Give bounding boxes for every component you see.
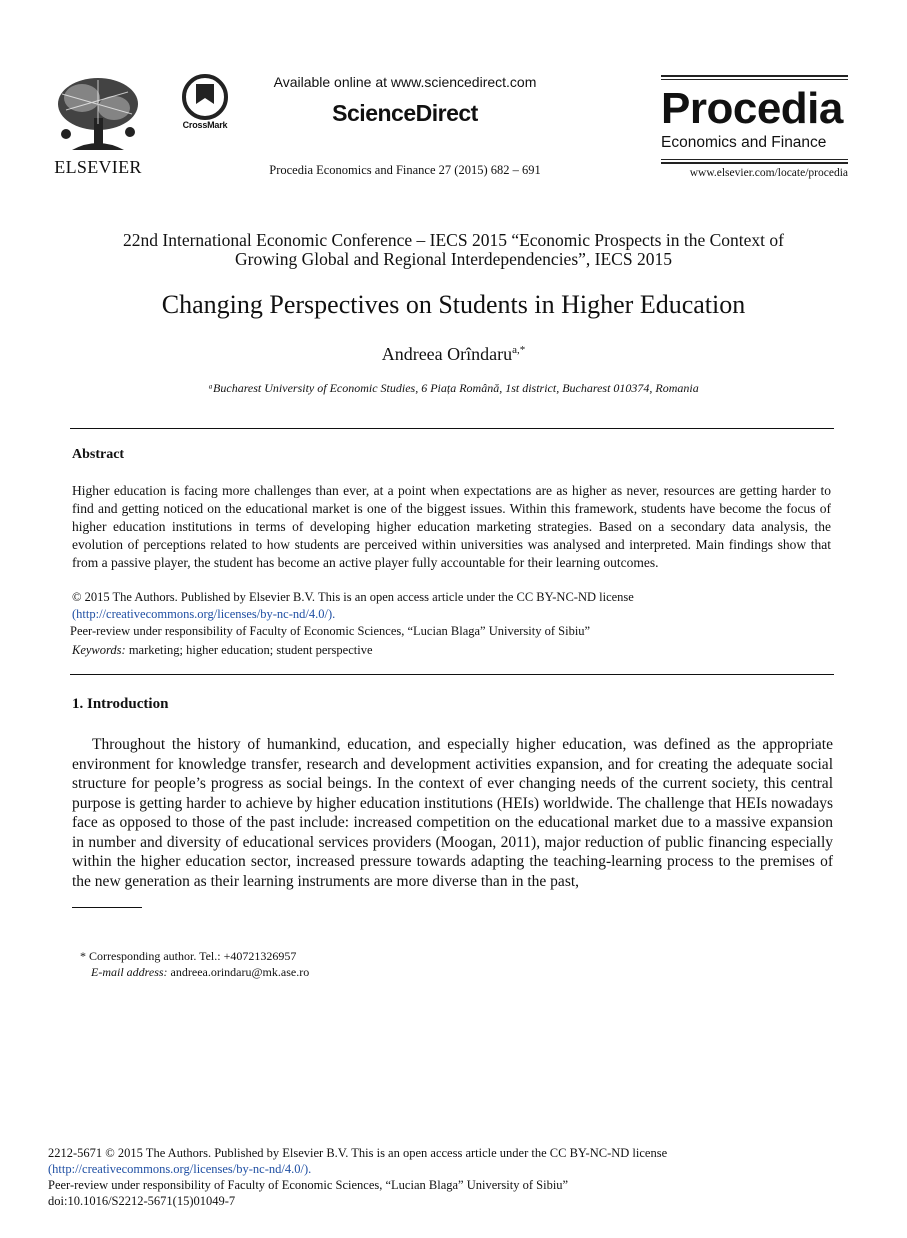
footnote-rule	[72, 907, 142, 908]
peer-review-line: Peer-review under responsibility of Faculty of Economic Sciences, “Lucian Blaga” University of Sibiu”	[70, 624, 591, 638]
email-label: E-mail address:	[91, 965, 168, 979]
footer-license: 2212-5671 © 2015 The Authors. Published by Elsevier B.V. This is an open access article under the CC BY-NC-ND license	[48, 1146, 668, 1160]
author-sup: a,*	[512, 344, 526, 356]
section-heading-introduction: 1. Introduction	[72, 696, 169, 712]
corresponding-author: * Corresponding author. Tel.: +40721326957	[80, 949, 297, 963]
crossmark-badge[interactable]	[174, 74, 236, 130]
footer-doi[interactable]: doi:10.1016/S2212-5671(15)01049-7	[48, 1194, 236, 1208]
procedia-masthead	[661, 75, 848, 179]
keywords-label: Keywords:	[72, 643, 126, 657]
email-address[interactable]: andreea.orindaru@mk.ase.ro	[167, 965, 310, 979]
procedia-subtitle: Economics and Finance	[661, 134, 827, 151]
masthead-rule-top-thin	[661, 79, 848, 80]
procedia-title: Procedia	[661, 84, 843, 133]
copyright-line: © 2015 The Authors. Published by Elsevier B.V. This is an open access article under the CC BY-NC-ND license	[72, 590, 634, 604]
sciencedirect-logo[interactable]: ScienceDirect	[332, 100, 478, 126]
paper-title: Changing Perspectives on Students in Higher Education	[161, 290, 746, 319]
conference-name	[60, 231, 847, 269]
keywords-values: marketing; higher education; student perspective	[125, 643, 373, 657]
abstract-heading: Abstract	[72, 447, 125, 462]
publisher-wordmark: ELSEVIER	[54, 157, 142, 177]
footer-license-link[interactable]: (http://creativecommons.org/licenses/by-nc-nd/4.0/).	[48, 1162, 312, 1176]
crossmark-icon	[182, 74, 228, 120]
author	[60, 344, 847, 365]
elsevier-logo[interactable]	[50, 74, 146, 178]
author-name: Andreea Orîndaru	[381, 344, 513, 364]
keywords-line	[72, 642, 373, 659]
introduction-text: Throughout the history of humankind, education, and especially higher education, was defined as the appropriate environment for knowledge transfer, research and development activities expansion, and for creating the adequate social structure for people’s progress as social beings. In the context of ever changing needs of the current society, this central purpose is getting harder to achieve by higher education institutions (HEIs) worldwide. The challenge that HEIs nowadays face as opposed to those of the past include: increased competition on the educational market due to a massive expansion in number and diversity of educational services providers (Moogan, 2011), major reduction of public financing especially within the higher education sector, increased pressure towards adapting the teaching-learning process to the premises of the new generation as their learning instruments are more diverse than in the past,	[72, 736, 833, 890]
license-link[interactable]: (http://creativecommons.org/licenses/by-nc-nd/4.0/).	[72, 607, 336, 621]
available-online[interactable]: Available online at www.sciencedirect.com	[273, 74, 537, 90]
abstract-text: Higher education is facing more challenges than ever, at a point when expectations are as higher as never, resources are getting harder to find and getting noticed on the educational market is one of the biggest issues. Within this framework, students have become the focus of higher education institutions in terms of developing higher education marketing strategies. Based on a secondary data analysis, the evolution of perceptions related to how students are perceived within universities was analysed and interpreted. Main findings show that from a passive player, the student has become an active player fully accountable for their learning outcomes.	[72, 483, 831, 570]
affiliation: ᵃBucharest University of Economic Studies, 6 Piața Română, 1st district, Bucharest 010374, Romania	[208, 381, 699, 395]
conference-line-1: 22nd International Economic Conference – IECS 2015 “Economic Prospects in the Context of	[123, 230, 784, 250]
elsevier-tree-icon	[52, 74, 144, 156]
divider-bottom	[70, 674, 834, 675]
divider-top	[70, 428, 834, 429]
footer-peer-review: Peer-review under responsibility of Faculty of Economic Sciences, “Lucian Blaga” University of Sibiu”	[48, 1178, 569, 1192]
masthead-rule-top	[661, 75, 848, 77]
email-line	[91, 964, 309, 980]
crossmark-label: CrossMark	[182, 120, 228, 130]
journal-reference: Procedia Economics and Finance 27 (2015) 682 – 691	[269, 163, 541, 177]
procedia-url[interactable]: www.elsevier.com/locate/procedia	[689, 167, 848, 179]
masthead-rule-bottom	[661, 162, 848, 164]
conference-line-2: Growing Global and Regional Interdependencies”, IECS 2015	[235, 249, 672, 269]
masthead-rule-bottom-thin	[661, 159, 848, 160]
